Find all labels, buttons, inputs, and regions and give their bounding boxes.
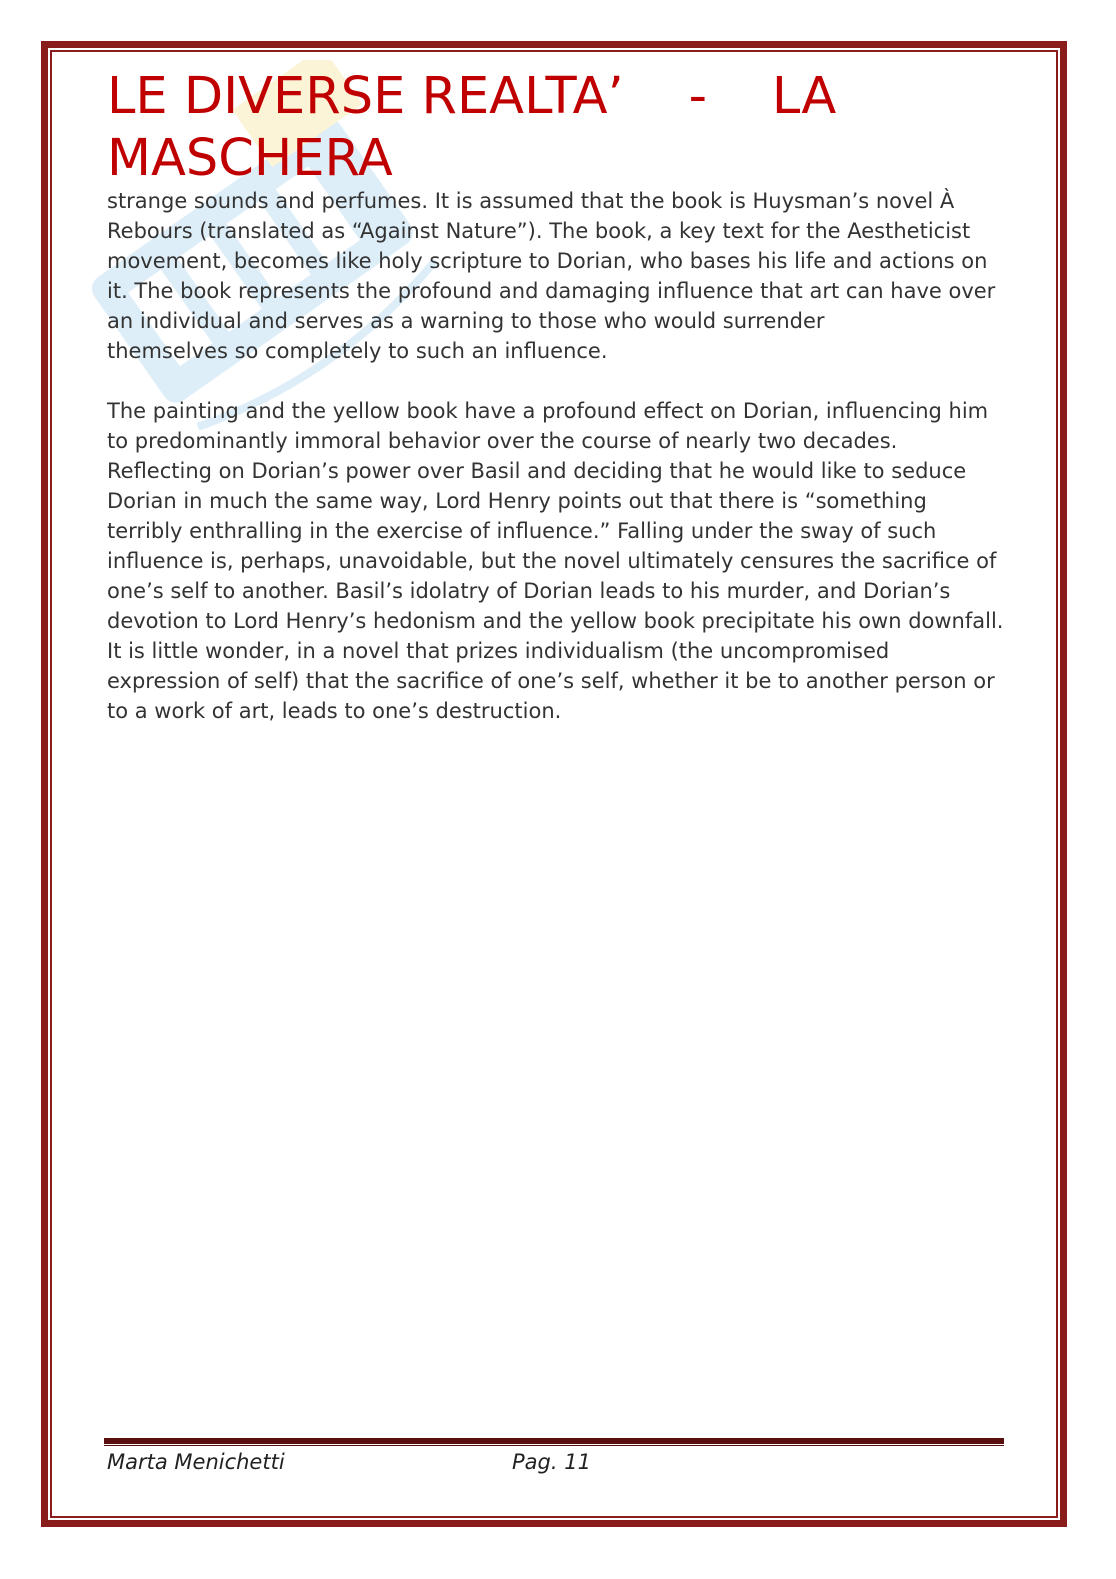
footer-rule <box>104 1438 1004 1444</box>
paragraph: strange sounds and perfumes. It is assumed that the book is Huysman’s novel À Rebours (translated as “Against Nature”). The book, a key text for the Aestheticist movement, becomes like holy scripture to Dorian, who bases his life and actions on it. The book represents the profound and damaging influence that art can have over an individual and serves as a warning to those who would surrender <box>107 189 996 333</box>
page-title: LE DIVERSE REALTA’ - LA MASCHERA <box>107 67 853 188</box>
footer-rule-thin <box>104 1445 1004 1446</box>
body-text <box>107 186 1007 726</box>
paragraph: themselves so completely to such an influence. <box>107 339 608 363</box>
footer-author: Marta Menichetti <box>107 1450 285 1474</box>
paragraph-spacer <box>107 366 1007 396</box>
paragraph: The painting and the yellow book have a profound effect on Dorian, influencing him to predominantly immoral behavior over the course of nearly two decades. Reflecting on Dorian’s power over Basil and deciding that he would like to seduce Dorian in much the same way, Lord Henry points out that there is “something terribly enthralling in the exercise of influence.” Falling under the sway of such influence is, perhaps, unavoidable, but the novel ultimately censures the sacrifice of one’s self to another. Basil’s idolatry of Dorian leads to his murder, and Dorian’s devotion to Lord Henry’s hedonism and the yellow book precipitate his own downfall. It is little wonder, in a novel that prizes individualism (the uncompromised expression of self) that the sacrifice of one’s self, whether it be to another person or to a work of art, leads to one’s destruction. <box>107 399 1004 723</box>
footer-page-number: Pag. 11 <box>512 1450 591 1474</box>
